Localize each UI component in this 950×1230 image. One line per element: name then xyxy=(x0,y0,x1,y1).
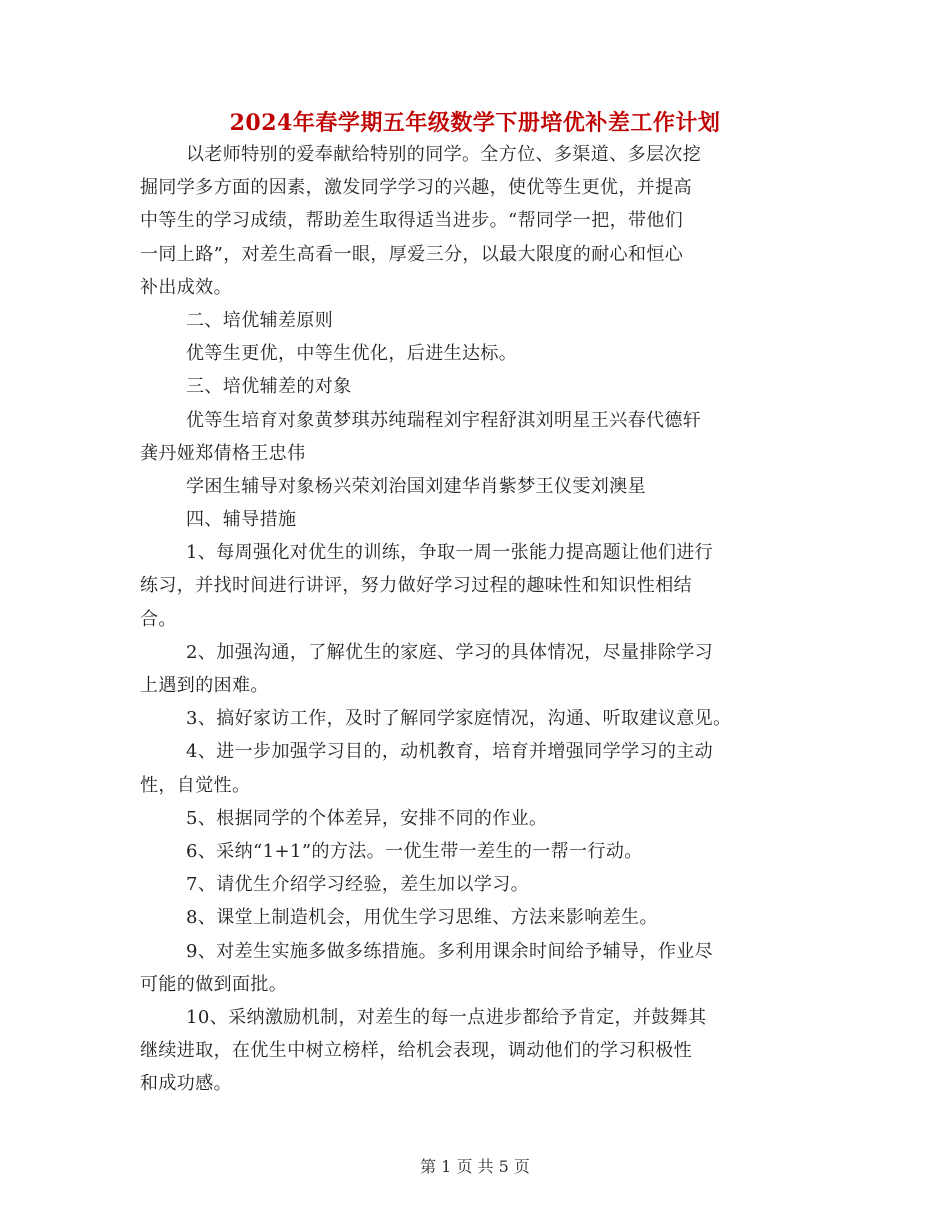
paragraph-line: 3、搞好家访工作，及时了解同学家庭情况，沟通、听取建议意见。 xyxy=(186,708,732,730)
paragraph-line: 掘同学多方面的因素，激发同学学习的兴趣，使优等生更优，并提高 xyxy=(140,177,692,199)
paragraph-line: 优等生更优，中等生优化，后进生达标。 xyxy=(186,343,518,365)
paragraph-line: 性，自觉性。 xyxy=(140,774,251,796)
paragraph-line: 三、培优辅差的对象 xyxy=(186,376,352,398)
paragraph-line: 4、进一步加强学习目的，动机教育，培育并增强同学学习的主动 xyxy=(186,741,714,763)
paragraph-line: 8、课堂上制造机会，用优生学习思维、方法来影响差生。 xyxy=(186,907,658,929)
paragraph-line: 继续进取，在优生中树立榜样，给机会表现，调动他们的学习积极性 xyxy=(140,1040,692,1062)
paragraph-line: 龚丹娅郑倩格王忠伟 xyxy=(140,442,306,464)
paragraph-line: 上遇到的困难。 xyxy=(140,675,269,696)
paragraph-line: 可能的做到面批。 xyxy=(140,973,288,995)
paragraph-line: 二、培优辅差原则 xyxy=(186,309,334,331)
paragraph-line: 合。 xyxy=(140,608,177,630)
paragraph-line: 以老师特别的爱奉献给特别的同学。全方位、多渠道、多层次挖 xyxy=(186,144,702,165)
paragraph-line: 一同上路”，对差生高看一眼，厚爱三分，以最大限度的耐心和恒心 xyxy=(140,243,684,265)
paragraph-line: 学困生辅导对象杨兴荣刘治国刘建华肖紫梦王仪雯刘澳星 xyxy=(186,475,646,497)
paragraph-line: 练习，并找时间进行讲评，努力做好学习过程的趣味性和知识性相结 xyxy=(140,575,692,597)
document-title: 2024年春学期五年级数学下册培优补差工作计划 xyxy=(229,110,721,136)
paragraph-line: 优等生培育对象黄梦琪苏纯瑞程刘宇程舒淇刘明星王兴春代德轩 xyxy=(186,409,702,431)
paragraph-line: 1、每周强化对优生的训练，争取一周一张能力提高题让他们进行 xyxy=(186,542,714,564)
paragraph-line: 四、辅导措施 xyxy=(186,509,297,531)
paragraph-line: 中等生的学习成绩，帮助差生取得适当进步。“帮同学一把，带他们 xyxy=(140,210,684,232)
document-body xyxy=(140,138,830,1100)
paragraph-line: 5、根据同学的个体差异，安排不同的作业。 xyxy=(186,807,548,829)
paragraph-line: 补出成效。 xyxy=(140,276,232,298)
paragraph-line: 10、采纳激励机制，对差生的每一点进步都给予肯定，并鼓舞其 xyxy=(186,1006,707,1028)
paragraph-line: 和成功感。 xyxy=(140,1073,232,1095)
paragraph-line: 2、加强沟通，了解优生的家庭、学习的具体情况，尽量排除学习 xyxy=(186,641,714,663)
paragraph-line: 7、请优生介绍学习经验，差生加以学习。 xyxy=(186,874,530,896)
paragraph-line: 9、对差生实施多做多练措施。多利用课余时间给予辅导，作业尽 xyxy=(186,940,714,962)
paragraph-line: 6、采纳“1+1”的方法。一优生带一差生的一帮一行动。 xyxy=(186,840,643,862)
page-footer: 第 1 页 共 5 页 xyxy=(420,1157,530,1176)
